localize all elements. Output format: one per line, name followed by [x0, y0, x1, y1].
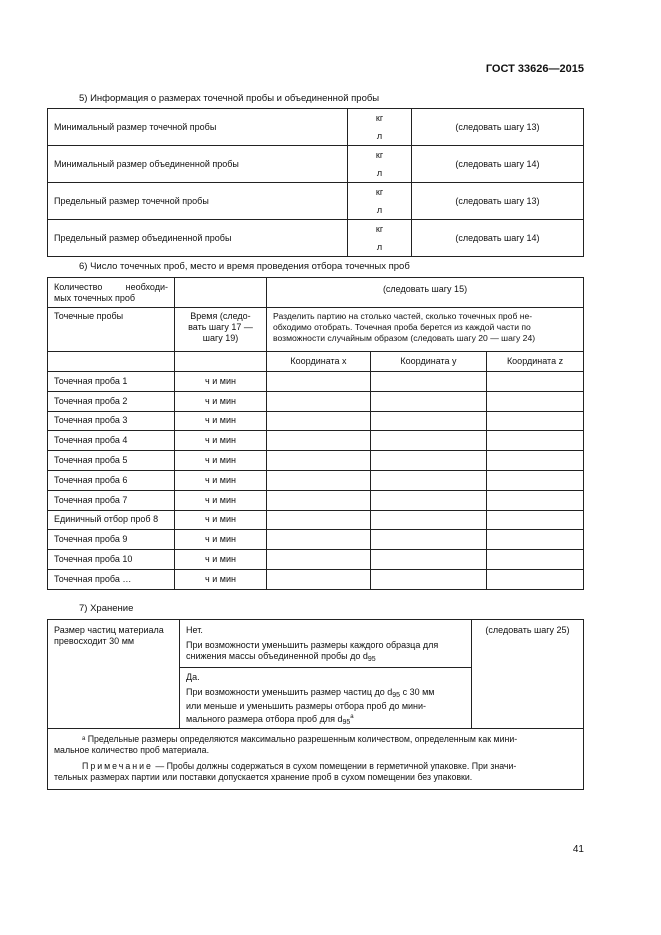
- sample-time: ч и мин: [175, 411, 267, 431]
- table-row: [48, 729, 584, 790]
- coord-x-cell: [267, 530, 371, 550]
- coord-x-cell: [267, 510, 371, 530]
- table-row: [48, 352, 584, 372]
- col-time: [175, 308, 267, 352]
- coord-y-cell: [371, 391, 487, 411]
- col-divide-line: возможности случайным образом (следовать шагу 20 — шагу 24): [273, 333, 536, 343]
- table-row: [48, 490, 584, 510]
- option-yes-line: или меньше и уменьшить размеры отбора проб до мини-: [186, 701, 427, 711]
- section5-title: 5) Информация о размерах точечной пробы и объединенной пробы: [79, 93, 380, 104]
- table-row: [48, 411, 584, 431]
- sample-label: Точечная проба 3: [48, 411, 175, 431]
- option-no-text: снижения массы объединенной пробы до d: [186, 651, 368, 661]
- footnote-line: мальное количество проб материала.: [54, 745, 210, 755]
- note-line: [54, 761, 577, 772]
- unit-kg: кг: [375, 113, 384, 123]
- table-row: [48, 620, 584, 668]
- empty-cell: [175, 352, 267, 372]
- coord-z-cell: [487, 391, 584, 411]
- sample-label: Точечная проба 10: [48, 550, 175, 570]
- coord-x-cell: [267, 372, 371, 392]
- coord-y-cell: [371, 550, 487, 570]
- d95-subscript: 95: [392, 692, 401, 699]
- sample-label: Точечная проба 9: [48, 530, 175, 550]
- option-yes-text: мального размера отбора проб для d: [186, 714, 343, 724]
- coord-y-cell: [371, 569, 487, 589]
- coord-z-cell: [487, 530, 584, 550]
- unit-l: л: [376, 168, 383, 178]
- sample-time: ч и мин: [175, 470, 267, 490]
- table-row: [48, 220, 584, 257]
- sample-label: Точечная проба 5: [48, 451, 175, 471]
- table-row: [48, 510, 584, 530]
- coord-x-cell: [267, 470, 371, 490]
- table-row: [48, 146, 584, 183]
- document-id: ГОСТ 33626—2015: [485, 63, 584, 75]
- unit-l: л: [376, 242, 383, 252]
- sample-time: ч и мин: [175, 530, 267, 550]
- coord-z-cell: [487, 411, 584, 431]
- storage-condition: [48, 620, 180, 729]
- section6-title: 6) Число точечных проб, место и время проведения отбора точечных проб: [79, 261, 410, 272]
- table-row: [48, 308, 584, 352]
- sample-time: ч и мин: [175, 431, 267, 451]
- coord-x-cell: [267, 391, 371, 411]
- row-label: Предельный размер объединенной пробы: [48, 220, 348, 257]
- row-ref: (следовать шагу 13): [412, 109, 584, 146]
- coord-x-cell: [267, 431, 371, 451]
- sample-time: ч и мин: [175, 451, 267, 471]
- unit-l: л: [376, 205, 383, 215]
- storage-table: [47, 619, 584, 790]
- coord-y-cell: [371, 490, 487, 510]
- row-label: Минимальный размер точечной пробы: [48, 109, 348, 146]
- sample-time: ч и мин: [175, 550, 267, 570]
- option-no-line: При возможности уменьшить размеры каждого образца для: [186, 640, 439, 650]
- unit-cell: [348, 220, 412, 257]
- coord-y-cell: [371, 411, 487, 431]
- count-ref: (следовать шагу 15): [267, 278, 584, 308]
- count-label-line: Количество необходи-: [54, 281, 168, 292]
- col-divide: [267, 308, 584, 352]
- coord-z-cell: [487, 372, 584, 392]
- sample-label: Точечная проба 1: [48, 372, 175, 392]
- table-row: [48, 451, 584, 471]
- note-label: Примечание: [82, 761, 153, 771]
- col-divide-line: обходимо отобрать. Точечная проба берется из каждой части по: [273, 322, 531, 332]
- unit-l: л: [376, 131, 383, 141]
- coord-z-cell: [487, 510, 584, 530]
- coord-y-cell: [371, 451, 487, 471]
- sample-time: ч и мин: [175, 490, 267, 510]
- footnote-line: ᵃ Предельные размеры определяются максимально разрешенным количеством, определенным как мини-: [82, 734, 518, 744]
- coord-z-cell: [487, 470, 584, 490]
- option-yes: [180, 668, 472, 729]
- sample-label: Единичный отбор проб 8: [48, 510, 175, 530]
- sample-label: Точечная проба 2: [48, 391, 175, 411]
- count-label-line: мых точечных проб: [54, 292, 136, 303]
- option-no: [180, 620, 472, 668]
- sample-time: ч и мин: [175, 569, 267, 589]
- option-yes-label: Да.: [186, 672, 200, 682]
- col-samples: Точечные пробы: [48, 308, 175, 352]
- table-row: [48, 530, 584, 550]
- col-divide-line: Разделить партию на столько частей, сколько точечных проб не-: [273, 311, 533, 321]
- sample-label: Точечная проба 7: [48, 490, 175, 510]
- coord-y-cell: [371, 431, 487, 451]
- option-no-label: Нет.: [186, 625, 203, 635]
- col-time-line: шагу 19): [202, 333, 239, 343]
- coord-z-cell: [487, 550, 584, 570]
- condition-line: превосходит 30 мм: [54, 636, 135, 646]
- unit-kg: кг: [375, 187, 384, 197]
- row-label: Предельный размер точечной пробы: [48, 183, 348, 220]
- option-yes-line: [186, 712, 465, 728]
- sample-time: ч и мин: [175, 391, 267, 411]
- unit-cell: [348, 146, 412, 183]
- sample-size-table: [47, 108, 584, 257]
- unit-cell: [348, 109, 412, 146]
- table-row: [48, 391, 584, 411]
- col-time-line: Время (следо-: [190, 311, 251, 321]
- coord-y-cell: [371, 530, 487, 550]
- row-ref: (следовать шагу 14): [412, 146, 584, 183]
- storage-ref: (следовать шагу 25): [472, 620, 584, 729]
- unit-kg: кг: [375, 224, 384, 234]
- coord-z-header: Координата z: [487, 352, 584, 372]
- table-row: [48, 569, 584, 589]
- count-label: [48, 278, 175, 308]
- coord-x-cell: [267, 451, 371, 471]
- sampling-schedule-table: [47, 277, 584, 590]
- option-no-line: [186, 651, 465, 665]
- empty-cell: [48, 352, 175, 372]
- footnote-marker: a: [350, 714, 354, 720]
- d95-subscript: 95: [367, 656, 376, 663]
- note-text: — Пробы должны содержаться в сухом помещении в герметичной упаковке. При значи-: [152, 761, 517, 771]
- coord-x-header: Координата x: [267, 352, 371, 372]
- row-ref: (следовать шагу 13): [412, 183, 584, 220]
- col-time-line: вать шагу 17 —: [188, 322, 253, 332]
- empty-cell: [175, 278, 267, 308]
- table-row: [48, 278, 584, 308]
- option-yes-text: с 30 мм: [400, 687, 435, 697]
- coord-y-cell: [371, 470, 487, 490]
- row-ref: (следовать шагу 14): [412, 220, 584, 257]
- coord-x-cell: [267, 569, 371, 589]
- unit-kg: кг: [375, 150, 384, 160]
- table-row: [48, 431, 584, 451]
- coord-y-cell: [371, 372, 487, 392]
- section7-title: 7) Хранение: [79, 603, 134, 614]
- option-yes-text: При возможности уменьшить размер частиц до d: [186, 687, 393, 697]
- note-line: тельных размерах партии или поставки допускается хранение проб в сухом помещении без упаковки.: [54, 772, 473, 782]
- sample-label: Точечная проба …: [48, 569, 175, 589]
- page-number: 41: [572, 844, 584, 855]
- coord-z-cell: [487, 431, 584, 451]
- sample-time: ч и мин: [175, 510, 267, 530]
- coord-x-cell: [267, 490, 371, 510]
- table-row: [48, 109, 584, 146]
- unit-cell: [348, 183, 412, 220]
- sample-time: ч и мин: [175, 372, 267, 392]
- sample-label: Точечная проба 6: [48, 470, 175, 490]
- option-yes-line: [186, 687, 465, 701]
- table-row: [48, 183, 584, 220]
- sample-label: Точечная проба 4: [48, 431, 175, 451]
- coord-z-cell: [487, 451, 584, 471]
- table-row: [48, 372, 584, 392]
- coord-z-cell: [487, 490, 584, 510]
- d95-subscript: 95: [342, 719, 351, 726]
- coord-y-cell: [371, 510, 487, 530]
- table-row: [48, 550, 584, 570]
- row-label: Минимальный размер объединенной пробы: [48, 146, 348, 183]
- table-row: [48, 470, 584, 490]
- coord-z-cell: [487, 569, 584, 589]
- coord-x-cell: [267, 550, 371, 570]
- coord-y-header: Координата y: [371, 352, 487, 372]
- footnote-cell: [48, 729, 584, 790]
- coord-x-cell: [267, 411, 371, 431]
- condition-line: Размер частиц материала: [54, 625, 164, 635]
